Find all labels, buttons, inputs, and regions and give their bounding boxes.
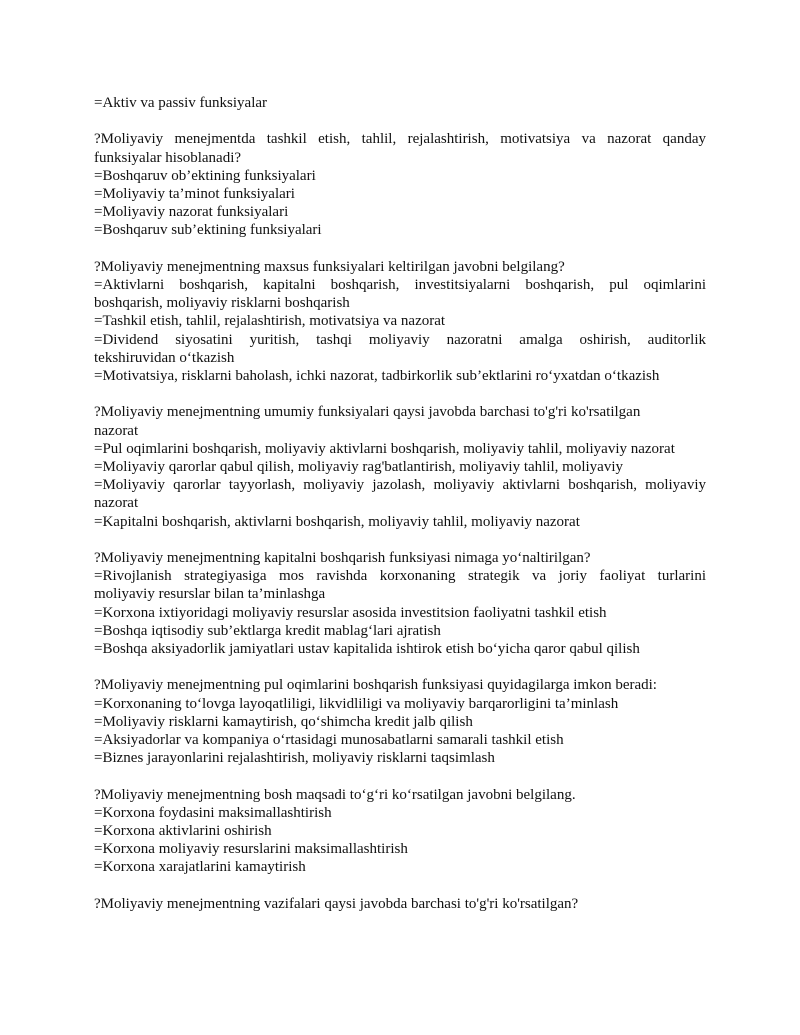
answer-line: =Korxona aktivlarini oshirish xyxy=(94,823,272,840)
blank-line xyxy=(94,658,706,676)
question-line: ?Moliyaviy menejmentning pul oqimlarini boshqarish funksiyasi quyidagilarga imkon beradi: xyxy=(94,677,657,694)
answer-line: =Aksiyadorlar va kompaniya o‘rtasidagi munosabatlarni samarali tashkil etish xyxy=(94,732,564,749)
question-line: ?Moliyaviy menejmentning umumiy funksiyalari qaysi javobda barchasi to'g'ri ko'rsatilgan xyxy=(94,404,641,421)
question-line: ?Moliyaviy menejmentda tashkil etish, tahlil, rejalashtirish, motivatsiya va nazorat qanday xyxy=(94,131,706,148)
answer-line: moliyaviy resurslar bilan ta’minlashga xyxy=(94,586,326,603)
answer-line: =Tashkil etish, tahlil, rejalashtirish, motivatsiya va nazorat xyxy=(94,313,446,330)
answer-line: =Rivojlanish strategiyasiga mos ravishda korxonaning strategik va joriy faoliyat turlarini xyxy=(94,568,706,585)
blank-line xyxy=(94,877,706,895)
answer-line: =Boshqaruv ob’ektining funksiyalari xyxy=(94,167,316,184)
answer-line: nazorat xyxy=(94,495,139,512)
question-line: ?Moliyaviy menejmentning bosh maqsadi to‘g‘ri ko‘rsatilgan javobni belgilang. xyxy=(94,786,576,803)
answer-line: =Korxona foydasini maksimallashtirish xyxy=(94,804,332,821)
question-line: nazorat xyxy=(94,422,139,439)
answer-line: =Moliyaviy risklarni kamaytirish, qo‘shimcha kredit jalb qilish xyxy=(94,713,473,730)
blank-line xyxy=(94,385,706,403)
question-line: ?Moliyaviy menejmentning vazifalari qaysi javobda barchasi to'g'ri ko'rsatilgan? xyxy=(94,895,579,912)
answer-line: =Pul oqimlarini boshqarish, moliyaviy aktivlarni boshqarish, moliyaviy tahlil, moliyaviy nazorat xyxy=(94,440,675,457)
question-line: funksiyalar hisoblanadi? xyxy=(94,149,242,166)
answer-line: =Aktivlarni boshqarish, kapitalni boshqarish, investitsiyalarni boshqarish, pul oqimlarini xyxy=(94,277,706,293)
answer-line: =Boshqa aksiyadorlik jamiyatlari ustav kapitalida ishtirok etish bo‘yicha qaror qabul qilish xyxy=(94,641,640,658)
answer-line: tekshiruvidan o‘tkazish xyxy=(94,349,235,366)
answer-line: =Korxona moliyaviy resurslarini maksimallashtirish xyxy=(94,841,408,858)
blank-line xyxy=(94,767,706,785)
answer-line: =Moliyaviy qarorlar tayyorlash, moliyaviy jazolash, moliyaviy aktivlarni boshqarish, moliyaviy xyxy=(94,477,706,494)
answer-line: =Moliyaviy nazorat funksiyalari xyxy=(94,204,289,221)
answer-line: =Moliyaviy qarorlar qabul qilish, moliyaviy rag'batlantirish, moliyaviy tahlil, moliyaviy xyxy=(94,459,623,476)
answer-line: =Biznes jarayonlarini rejalashtirish, moliyaviy risklarni taqsimlash xyxy=(94,750,495,767)
question-line: ?Moliyaviy menejmentning kapitalni boshqarish funksiyasi nimaga yo‘naltirilgan? xyxy=(94,550,591,567)
answer-line: =Aktiv va passiv funksiyalar xyxy=(94,95,268,111)
answer-line: =Moliyaviy ta’minot funksiyalari xyxy=(94,186,295,202)
answer-line: =Boshqaruv sub’ektining funksiyalari xyxy=(94,222,322,239)
answer-line: =Kapitalni boshqarish, aktivlarni boshqarish, moliyaviy tahlil, moliyaviy nazorat xyxy=(94,513,580,530)
blank-line xyxy=(94,112,706,130)
answer-line: =Korxona xarajatlarini kamaytirish xyxy=(94,859,306,876)
answer-line: =Dividend siyosatini yuritish, tashqi moliyaviy nazoratni amalga oshirish, auditorlik xyxy=(94,331,706,348)
blank-line xyxy=(94,240,706,258)
answer-line: =Boshqa iqtisodiy sub’ektlarga kredit mablag‘lari ajratish xyxy=(94,622,441,639)
answer-line: =Korxonaning to‘lovga layoqatliligi, likvidliligi va moliyaviy barqarorligini ta’minlash xyxy=(94,695,619,712)
answer-line: =Korxona ixtiyoridagi moliyaviy resurslar asosida investitsion faoliyatni tashkil etish xyxy=(94,604,607,621)
answer-line: boshqarish, moliyaviy risklarni boshqarish xyxy=(94,295,350,312)
question-line: ?Moliyaviy menejmentning maxsus funksiyalari keltirilgan javobni belgilang? xyxy=(94,258,565,275)
answer-line: =Motivatsiya, risklarni baholash, ichki nazorat, tadbirkorlik sub’ektlarini ro‘yxatdan o‘tkazish xyxy=(94,368,660,385)
blank-line xyxy=(94,531,706,549)
document-body xyxy=(94,94,706,913)
